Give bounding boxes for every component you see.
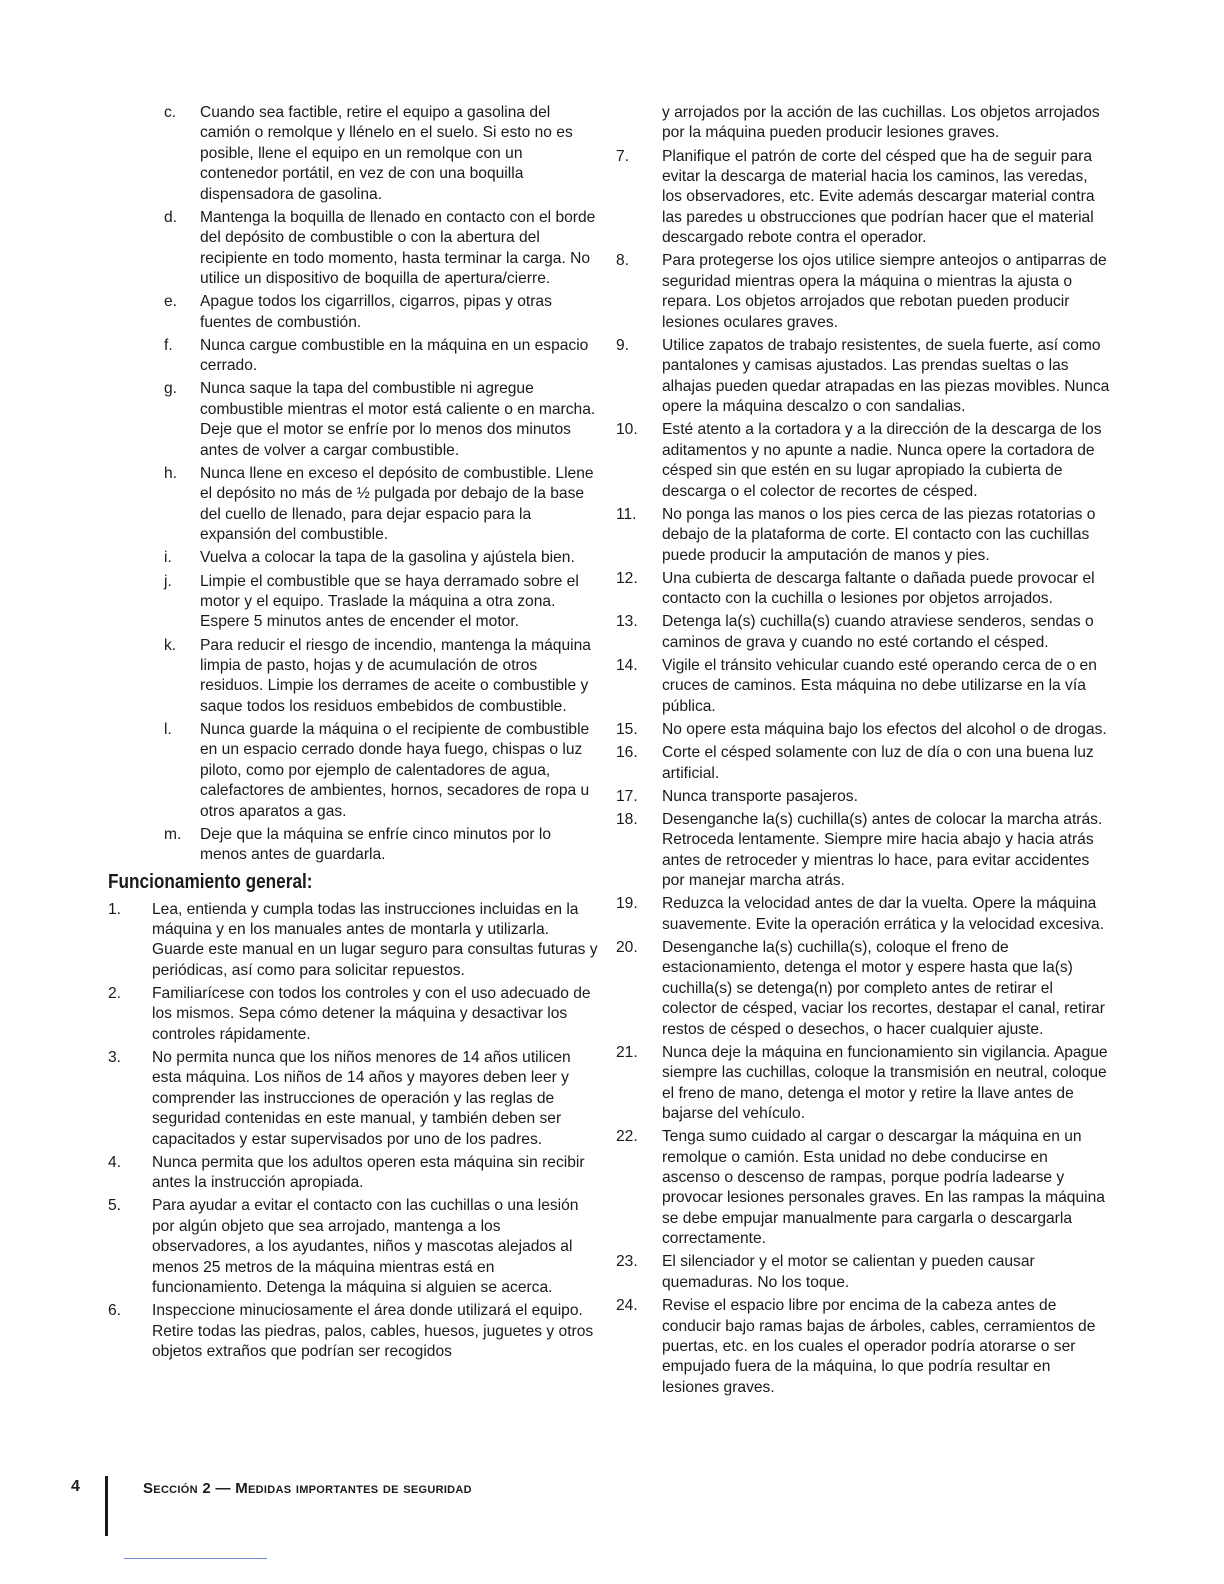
list-item-text: El silenciador y el motor se calientan y pueden causar quemaduras. No los toque.	[662, 1253, 1035, 1291]
list-item	[616, 1252, 1110, 1293]
list-marker: 6.	[108, 1302, 122, 1320]
list-item-text: Nunca transporte pasajeros.	[662, 787, 858, 805]
list-item-text: Tenga sumo cuidado al cargar o descargar la máquina en un remolque o camión. Esta unidad no debe conducirse en ascenso o descenso de rampas, porque podría ladearse y provocar lesiones personales graves. En las rampas la máquina se debe empujar manualmente para cargarla o descargarla correctamente.	[662, 1128, 1105, 1248]
list-marker: 19.	[616, 895, 638, 913]
list-item	[108, 103, 598, 205]
list-item	[108, 1153, 598, 1194]
list-item-text: Para ayudar a evitar el contacto con las cuchillas o una lesión por algún objeto que sea arrojado, mantenga a los observadores, a los ayudantes, niños y mascotas alejados al menos 25 metros de la máquina mientras está en funcionamiento. Detenga la máquina si alguien se acerca.	[152, 1197, 579, 1297]
list-marker: c.	[164, 104, 177, 121]
list-item	[108, 636, 598, 718]
list-item-text: Revise el espacio libre por encima de la cabeza antes de conducir bajo ramas bajas de árboles, cables, cerramientos de puertas, etc. en los cuales el operador podría atorarse o ser empujado fuera de la máquina, lo que podría resultar en lesiones graves.	[662, 1297, 1096, 1396]
list-item	[616, 810, 1110, 892]
list-item	[108, 825, 598, 866]
list-item-text: Lea, entienda y cumpla todas las instrucciones incluidas en la máquina y en los manuales antes de montarla y utilizarla. Guarde este manual en un lugar seguro para consultas futuras y periódicas, así como para solicitar repuestos.	[152, 900, 598, 979]
list-marker: j.	[164, 572, 172, 590]
list-item	[108, 1301, 598, 1362]
list-item-text: No permita nunca que los niños menores de 14 años utilicen esta máquina. Los niños de 14 años y mayores deben leer y comprender las instrucciones de operación y las reglas de seguridad contenidas en este manual, y también deben ser capacitados y estar supervisados por uno de los padres.	[152, 1049, 571, 1148]
footer-divider	[105, 1476, 108, 1536]
list-marker: g.	[164, 380, 178, 398]
general-operation-list	[108, 900, 598, 1363]
list-item-text: Reduzca la velocidad antes de dar la vuelta. Opere la máquina suavemente. Evite la operación errática y la velocidad excesiva.	[662, 895, 1105, 933]
list-item	[616, 147, 1110, 249]
list-item-text: Corte el césped solamente con luz de día o con una buena luz artificial.	[662, 744, 1094, 782]
list-marker: 4.	[108, 1153, 122, 1171]
list-item-text: Limpie el combustible que se haya derramado sobre el motor y el equipo. Traslade la máquina a otra zona. Espere 5 minutos antes de encender el motor.	[200, 572, 579, 631]
list-item-text: Desenganche la(s) cuchilla(s) antes de colocar la marcha atrás. Retroceda lentamente. Siempre mire hacia abajo y hacia atrás antes de retroceder y mientras lo hace, para evitar accidentes por manejar marcha atrás.	[662, 810, 1103, 890]
list-item	[616, 420, 1110, 502]
list-item	[108, 1196, 598, 1298]
list-item	[108, 336, 598, 377]
list-item-text: Vigile el tránsito vehicular cuando esté operando cerca de o en cruces de caminos. Esta máquina no debe utilizarse en la vía pública.	[662, 656, 1097, 715]
list-item	[108, 572, 598, 633]
list-marker: 12.	[616, 569, 638, 587]
list-item-text: Apague todos los cigarrillos, cigarros, pipas y otras fuentes de combustión.	[200, 293, 552, 331]
list-item	[616, 1043, 1110, 1125]
list-item-text: No ponga las manos o los pies cerca de las piezas rotatorias o debajo de la plataforma de corte. El contacto con las cuchillas puede producir la amputación de manos y pies.	[662, 505, 1096, 564]
list-marker: 11.	[616, 505, 637, 523]
list-marker: 2.	[108, 985, 122, 1003]
list-item	[616, 743, 1110, 784]
list-item-text: Nunca cargue combustible en la máquina en un espacio cerrado.	[200, 336, 589, 375]
continuation-text: y arrojados por la acción de las cuchillas. Los objetos arrojados por la máquina pueden producir lesiones graves.	[662, 104, 1100, 142]
list-marker: f.	[164, 336, 173, 354]
list-marker: l.	[164, 720, 172, 738]
list-item-text: Detenga la(s) cuchilla(s) cuando atraviese senderos, sendas o caminos de grava y cuando no esté cortando el césped.	[662, 613, 1094, 651]
list-marker: 1.	[108, 900, 122, 918]
list-item-text: Esté atento a la cortadora y a la dirección de la descarga de los aditamentos y no apunte a nadie. Nunca opere la cortadora de césped sin que estén en su lugar apropiado la cubierta de descarga o el colector de recortes de césped.	[662, 421, 1102, 500]
list-marker: 15.	[616, 720, 638, 738]
list-marker: d.	[164, 208, 178, 226]
list-item	[616, 336, 1110, 418]
list-item	[108, 464, 598, 546]
list-marker: 7.	[616, 147, 630, 165]
list-item-text: Nunca deje la máquina en funcionamiento sin vigilancia. Apague siempre las cuchillas, coloque la transmisión en neutral, coloque el freno de mano, detenga el motor y retire la llave antes de bajarse del vehículo.	[662, 1043, 1108, 1123]
list-marker: 10.	[616, 421, 638, 439]
list-item-text: Vuelva a colocar la tapa de la gasolina y ajústela bien.	[200, 549, 575, 567]
list-item-text: Mantenga la boquilla de llenado en contacto con el borde del depósito de combustible o con la abertura del recipiente en todo momento, hasta terminar la carga. No utilice un dispositivo de boquilla de apertura/cierre.	[200, 208, 596, 288]
list-marker: 17.	[616, 787, 638, 805]
footer-link-underline	[124, 1558, 267, 1559]
list-item-text: No opere esta máquina bajo los efectos del alcohol o de drogas.	[662, 720, 1107, 738]
list-marker: 16.	[616, 744, 638, 762]
section-heading: Funcionamiento general:	[108, 870, 313, 893]
list-item	[616, 1127, 1110, 1249]
page-number: 4	[71, 1478, 80, 1495]
list-item	[108, 984, 598, 1045]
list-marker: 14.	[616, 656, 638, 674]
list-item	[108, 379, 598, 461]
list-item-text: Desenganche la(s) cuchilla(s), coloque el freno de estacionamiento, detenga el motor y espere hasta que la(s) cuchilla(s) se detenga(n) por completo antes de retirar el colector de césped, vaciar los recortes, destapar el canal, retirar restos de césped o desechos, o hacer cualquier ajuste.	[662, 939, 1105, 1038]
list-item-text: Inspeccione minuciosamente el área donde utilizará el equipo. Retire todas las piedras, palos, cables, huesos, juguetes y otros objetos extraños que podrían ser recogidos	[152, 1302, 594, 1361]
list-item-text: Para reducir el riesgo de incendio, mantenga la máquina limpia de pasto, hojas y de acumulación de otros residuos. Limpie los derrames de aceite o combustible y saque todos los residuos embebidos de combustible.	[200, 636, 591, 715]
list-item	[616, 938, 1110, 1040]
list-item-text: Deje que la máquina se enfríe cinco minutos por lo menos antes de guardarla.	[200, 825, 552, 864]
list-item-text: Nunca guarde la máquina o el recipiente de combustible en un espacio cerrado donde haya fuego, chispas o luz piloto, como por ejemplo de calentadores de agua, calefactores de ambientes, hornos, secadores de ropa u otros aparatos a gas.	[200, 720, 590, 820]
list-item-text: Una cubierta de descarga faltante o dañada puede provocar el contacto con la cuchilla o lesiones por objetos arrojados.	[662, 569, 1095, 608]
list-marker: 3.	[108, 1049, 122, 1067]
list-item	[616, 720, 1110, 740]
list-item	[616, 251, 1110, 333]
list-item	[616, 612, 1110, 653]
list-item	[108, 900, 598, 982]
list-item-text: Planifique el patrón de corte del césped que ha de seguir para evitar la descarga de material hacia los caminos, las veredas, los observadores, etc. Evite además descargar material contra las paredes u obstrucciones que podrían hacer que el material descargado rebote contra el operador.	[662, 147, 1095, 247]
list-marker: 9.	[616, 336, 630, 354]
list-item	[616, 787, 1110, 807]
list-marker: e.	[164, 293, 178, 311]
fuel-safety-list	[108, 103, 598, 866]
list-item-text: Familiarícese con todos los controles y con el uso adecuado de los mismos. Sepa cómo detener la máquina y desactivar los controles rápidamente.	[152, 985, 591, 1043]
list-item	[616, 656, 1110, 717]
list-item	[108, 292, 598, 333]
list-item	[616, 894, 1110, 935]
list-marker: 13.	[616, 613, 638, 631]
list-item-text: Nunca llene en exceso el depósito de combustible. Llene el depósito no más de ½ pulgada por debajo de la base del cuello de llenado, para dejar espacio para la expansión del combustible.	[200, 464, 594, 544]
list-marker: m.	[164, 825, 182, 843]
list-item	[616, 1296, 1110, 1398]
list-item	[616, 505, 1110, 566]
list-marker: 20.	[616, 939, 638, 956]
footer-section-title: Sección 2 — Medidas importantes de seguridad	[143, 1480, 472, 1497]
list-marker: 8.	[616, 252, 630, 270]
list-marker: 18.	[616, 810, 638, 828]
list-item-text: Nunca permita que los adultos operen esta máquina sin recibir antes la instrucción apropiada.	[152, 1153, 585, 1192]
list-marker: k.	[164, 636, 177, 654]
general-operation-list-continued	[616, 147, 1110, 1399]
list-marker: h.	[164, 464, 178, 482]
list-marker: 24.	[616, 1297, 638, 1315]
list-marker: 22.	[616, 1128, 638, 1146]
list-marker: 21.	[616, 1043, 638, 1061]
list-item-text: Utilice zapatos de trabajo resistentes, de suela fuerte, así como pantalones y camisas ajustados. Las prendas sueltas o las alhajas pueden quedar atrapadas en las piezas movibles. Nunca opere la máquina descalzo o con sandalias.	[662, 336, 1110, 416]
list-item	[108, 720, 598, 822]
list-item	[108, 1048, 598, 1150]
right-column	[616, 103, 1110, 1401]
list-item	[108, 208, 598, 290]
list-marker: 23.	[616, 1253, 638, 1271]
left-column	[108, 103, 598, 1365]
continuation-paragraph	[616, 103, 1110, 144]
list-marker: i.	[164, 549, 172, 567]
list-item	[616, 569, 1110, 610]
list-item-text: Nunca saque la tapa del combustible ni agregue combustible mientras el motor está caliente o en marcha. Deje que el motor se enfríe por lo menos dos minutos antes de volver a cargar combustible.	[200, 380, 596, 459]
list-item	[108, 548, 598, 568]
list-marker: 5.	[108, 1197, 122, 1215]
list-item-text: Para protegerse los ojos utilice siempre anteojos o antiparras de seguridad mientras opera la máquina o mientras la ajusta o repara. Los objetos arrojados que rebotan pueden producir lesiones oculares graves.	[662, 252, 1107, 331]
list-item-text: Cuando sea factible, retire el equipo a gasolina del camión o remolque y llénelo en el suelo. Si esto no es posible, llene el equipo en un remolque con un contenedor portátil, en vez de con una boquilla dispensadora de gasolina.	[200, 104, 573, 203]
